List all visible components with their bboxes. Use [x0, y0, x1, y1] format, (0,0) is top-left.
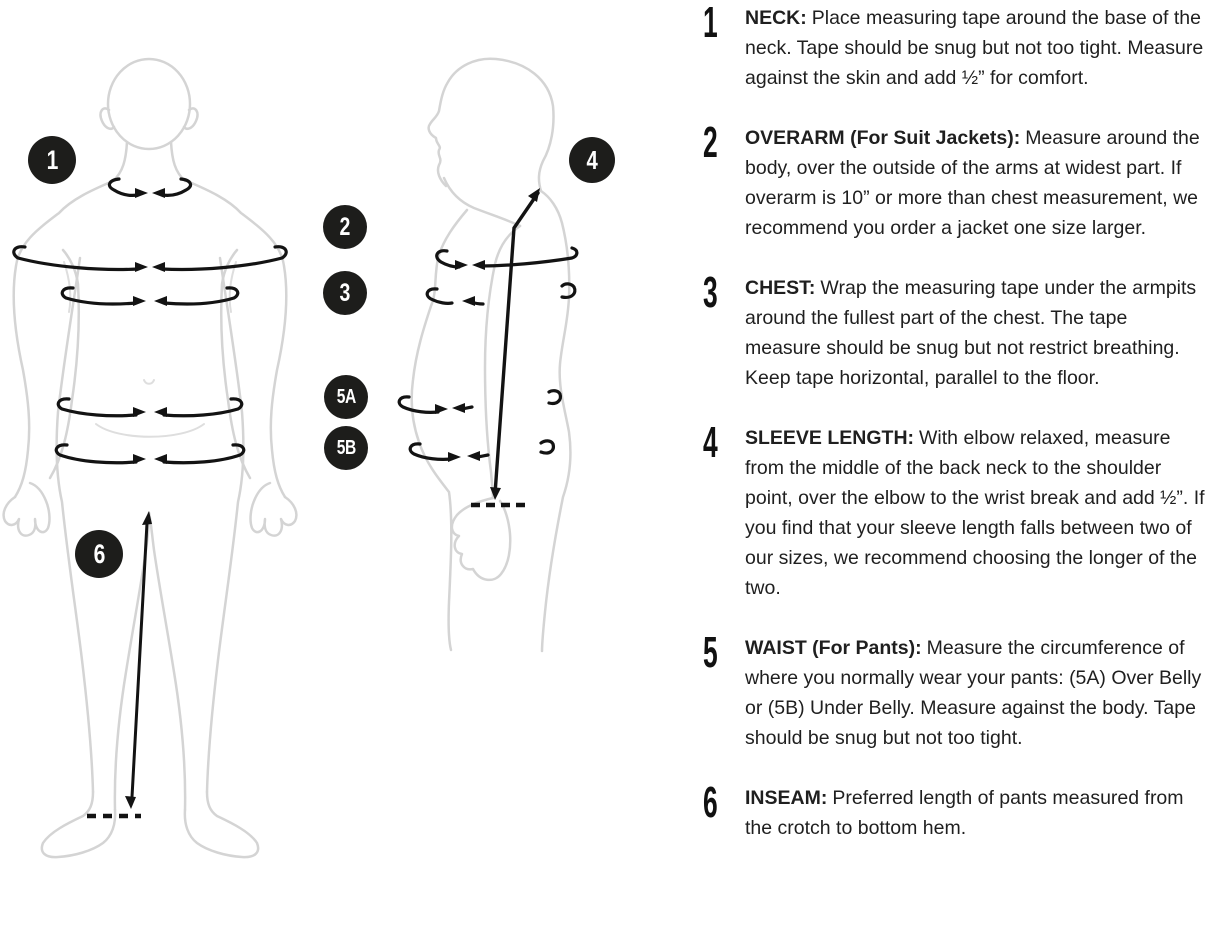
instruction-number: 1 — [703, 0, 718, 47]
instruction-body: With elbow relaxed, measure from the middle of the back neck to the shoulder point, over the elbow to the wrist break and add ½”. If you find that your sleeve length falls between two of our sizes, we recommend choosing the longer of the two. — [745, 427, 1205, 599]
instruction-number: 3 — [703, 268, 718, 317]
instruction-body: Measure the circumference of where you normally wear your pants: (5A) Over Belly or (5B) Under Belly. Measure against the body. Tape should be snug but not too tight. — [745, 637, 1202, 749]
instruction-number: 5 — [703, 628, 718, 677]
badge-label: 5B — [336, 436, 356, 459]
instruction-item-chest — [690, 268, 1207, 393]
instruction-item-waist — [690, 628, 1207, 753]
instruction-item-overarm — [690, 118, 1207, 243]
badge-waist-under-belly — [324, 426, 368, 470]
instruction-number: 4 — [703, 418, 718, 467]
instruction-body: Place measuring tape around the base of the neck. Tape should be snug but not too tight. Measure against the skin and add ½” for comfort. — [745, 7, 1204, 89]
instruction-title: SLEEVE LENGTH: — [745, 427, 915, 449]
instruction-item-inseam — [690, 778, 1207, 843]
badge-label: 6 — [93, 538, 105, 569]
badge-label: 5A — [336, 385, 356, 408]
instruction-text — [745, 783, 1207, 843]
instruction-body: Measure around the body, over the outside of the arms at widest part. If overarm is 10” or more than chest measurement, we recommend you order a jacket one size larger. — [745, 127, 1200, 239]
instruction-item-neck — [690, 0, 1207, 93]
instruction-item-sleeve-length — [690, 418, 1207, 603]
instruction-title: INSEAM: — [745, 787, 828, 809]
instruction-title: OVERARM (For Suit Jackets): — [745, 127, 1021, 149]
instruction-title: NECK: — [745, 7, 807, 29]
instruction-text — [745, 423, 1207, 603]
side-figure-outline — [412, 59, 571, 651]
instruction-body: Wrap the measuring tape under the armpits around the fullest part of the chest. The tape measure should be snug but not restrict breathing. Keep tape horizontal, parallel to the floor. — [745, 277, 1197, 389]
badge-chest — [323, 271, 367, 315]
instruction-text — [745, 633, 1207, 753]
badge-overarm — [323, 205, 367, 249]
badge-label: 3 — [339, 278, 351, 307]
front-measurement-arrows — [14, 179, 286, 816]
instruction-number: 6 — [703, 778, 718, 827]
instruction-text — [745, 3, 1207, 93]
badge-neck — [28, 136, 76, 184]
badge-label: 4 — [586, 144, 598, 175]
badge-label: 1 — [46, 144, 58, 175]
badge-waist-over-belly — [324, 375, 368, 419]
instructions-list — [690, 0, 1207, 873]
instruction-title: CHEST: — [745, 277, 816, 299]
badge-label: 2 — [339, 212, 351, 241]
instruction-title: WAIST (For Pants): — [745, 637, 922, 659]
instruction-text — [745, 123, 1207, 243]
badge-sleeve-length — [569, 137, 615, 183]
instruction-text — [745, 273, 1207, 393]
badge-inseam — [75, 530, 123, 578]
instruction-number: 2 — [703, 118, 718, 167]
instruction-body: Preferred length of pants measured from the crotch to bottom hem. — [745, 787, 1184, 839]
